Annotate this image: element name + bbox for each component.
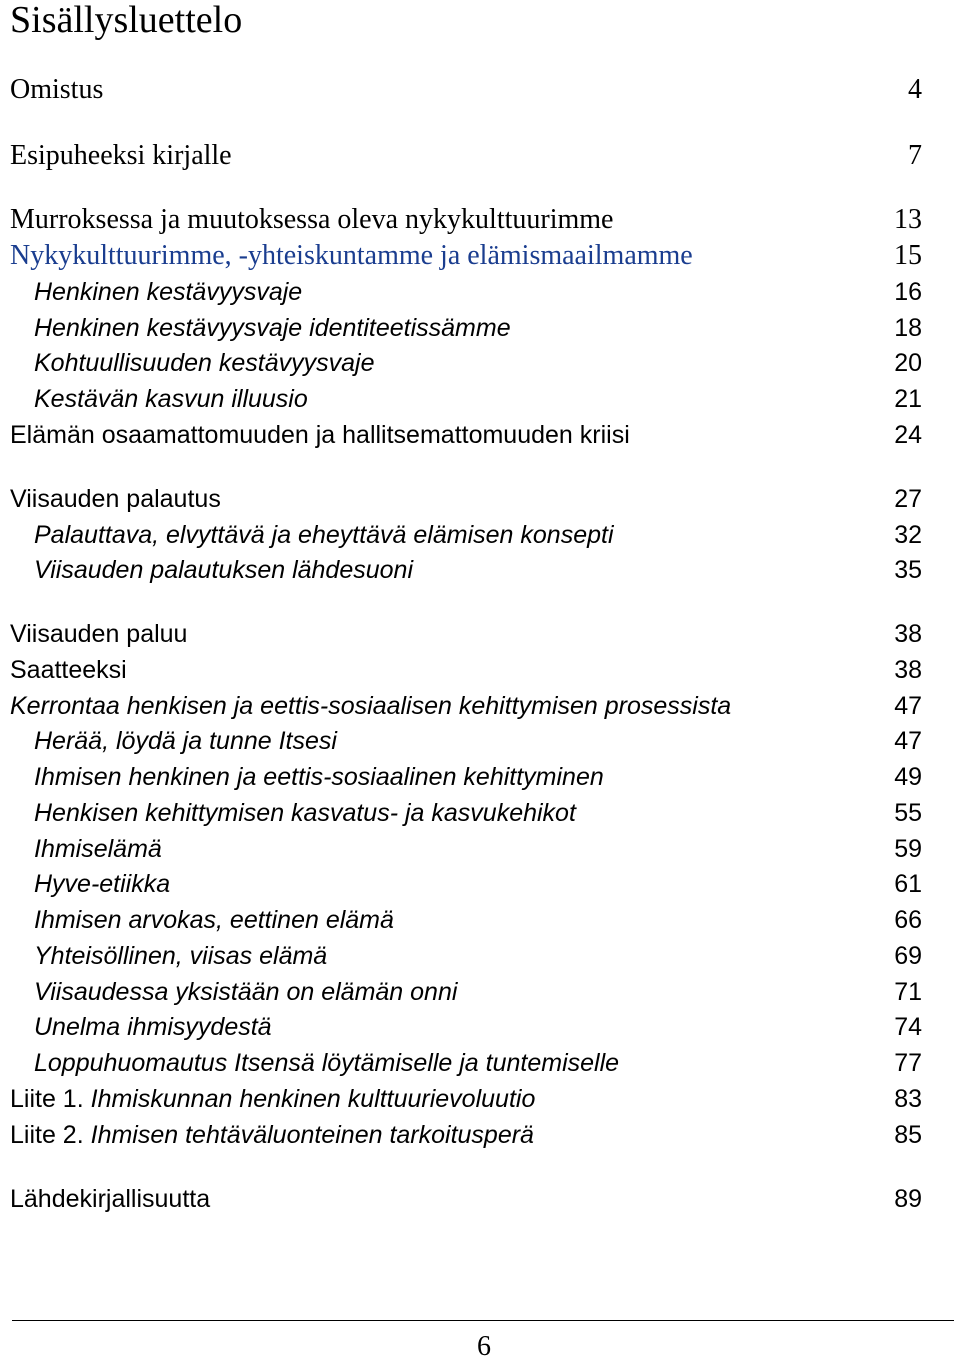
- toc-entry-label: Viisaudessa yksistään on elämän onni: [34, 978, 458, 1006]
- appendix-prefix: Liite 1.: [10, 1085, 84, 1113]
- toc-entry-page: 7: [908, 140, 922, 171]
- appendix-prefix: Liite 2.: [10, 1121, 84, 1149]
- toc-entry-label: [10, 1118, 534, 1152]
- toc-entry-page: 55: [894, 799, 922, 827]
- toc-entry-label: Viisauden palautuksen lähdesuoni: [34, 556, 414, 584]
- toc-entry-page: 16: [894, 278, 922, 306]
- toc-entry-label: Loppuhuomautus Itsensä löytämiselle ja tuntemiselle: [34, 1049, 620, 1077]
- toc-entry: [10, 239, 922, 273]
- toc-entry-page: 13: [894, 204, 922, 235]
- toc-entry-page: 47: [894, 692, 922, 720]
- toc-entry: [10, 275, 922, 309]
- toc-entry-page: 61: [894, 870, 922, 898]
- toc-entry: [10, 139, 922, 173]
- toc-entry-page: 38: [894, 656, 922, 684]
- toc-entry-page: 47: [894, 727, 922, 755]
- page-number: 6: [477, 1331, 491, 1362]
- toc-entry-label: [10, 1082, 535, 1116]
- toc-entry-page: 35: [894, 556, 922, 584]
- toc-entry-page: 15: [894, 240, 922, 271]
- footer-divider: [12, 1320, 954, 1321]
- toc-entry-label: Murroksessa ja muutoksessa oleva nykykulttuurimme: [10, 204, 614, 235]
- toc-entry: [10, 653, 922, 687]
- page-title: Sisällysluettelo: [10, 0, 243, 41]
- toc-entry-label: Elämän osaamattomuuden ja hallitsemattomuuden kriisi: [10, 421, 630, 449]
- toc-entry-label: Henkinen kestävyysvaje: [34, 278, 303, 306]
- toc-entry-label: Ihmisen arvokas, eettinen elämä: [34, 906, 394, 934]
- toc-entry-page: 4: [908, 74, 922, 105]
- toc-entry: [10, 975, 922, 1009]
- toc-entry-label: Yhteisöllinen, viisas elämä: [34, 942, 328, 970]
- toc-entry-label: Kerrontaa henkisen ja eettis-sosiaalisen kehittymisen prosessista: [10, 692, 732, 720]
- toc-entry-label: Nykykulttuurimme, -yhteiskuntamme ja elämismaailmamme: [10, 240, 693, 271]
- appendix-title: Ihmiskunnan henkinen kulttuurievoluutio: [90, 1085, 536, 1113]
- toc-entry-label: Ihmiselämä: [34, 835, 162, 863]
- toc-entry: [10, 796, 922, 830]
- toc-entry-page: 59: [894, 835, 922, 863]
- toc-entry-label: Viisauden palautus: [10, 485, 221, 513]
- toc-entry: [10, 203, 922, 237]
- toc-entry: [10, 1010, 922, 1044]
- toc-entry: [10, 724, 922, 758]
- toc-entry: [10, 1082, 922, 1116]
- toc-entry-page: 21: [894, 385, 922, 413]
- toc-entry: [10, 346, 922, 380]
- toc-entry: [10, 73, 922, 107]
- toc-entry: [10, 382, 922, 416]
- toc-entry-label: Unelma ihmisyydestä: [34, 1013, 272, 1041]
- toc-entry: [10, 867, 922, 901]
- toc-entry-label: Palauttava, elvyttävä ja eheyttävä elämisen konsepti: [34, 521, 614, 549]
- toc-entry: [10, 311, 922, 345]
- toc-entry: [10, 518, 922, 552]
- toc-entry-page: 18: [894, 314, 922, 342]
- toc-entry: [10, 903, 922, 937]
- toc-entry: [10, 939, 922, 973]
- toc-entry-page: 69: [894, 942, 922, 970]
- toc-entry-label: Hyve-etiikka: [34, 870, 171, 898]
- toc-entry-page: 89: [894, 1185, 922, 1213]
- toc-entry: [10, 1182, 922, 1216]
- toc-entry: [10, 617, 922, 651]
- toc-entry: [10, 832, 922, 866]
- toc-entry-label: Saatteeksi: [10, 656, 127, 684]
- toc-entry-page: 24: [894, 421, 922, 449]
- toc-entry-page: 49: [894, 763, 922, 791]
- toc-entry-label: Omistus: [10, 74, 104, 105]
- toc-entry-page: 83: [894, 1085, 922, 1113]
- toc-entry-page: 74: [894, 1013, 922, 1041]
- toc-entry: [10, 689, 922, 723]
- toc-entry-page: 66: [894, 906, 922, 934]
- toc-entry: [10, 1118, 922, 1152]
- toc-entry: [10, 760, 922, 794]
- appendix-title: Ihmisen tehtäväluonteinen tarkoitusperä: [90, 1121, 534, 1149]
- toc-entry-page: 85: [894, 1121, 922, 1149]
- toc-entry-label: Lähdekirjallisuutta: [10, 1185, 211, 1213]
- toc-entry-page: 27: [894, 485, 922, 513]
- toc-entry-page: 20: [894, 349, 922, 377]
- toc-entry-label: Henkisen kehittymisen kasvatus- ja kasvukehikot: [34, 799, 576, 827]
- toc-entry: [10, 482, 922, 516]
- toc-entry-label: Kohtuullisuuden kestävyysvaje: [34, 349, 375, 377]
- toc-entry: [10, 418, 922, 452]
- toc-entry-label: Kestävän kasvun illuusio: [34, 385, 308, 413]
- toc-entry-label: Viisauden paluu: [10, 620, 188, 648]
- toc-entry: [10, 1046, 922, 1080]
- toc-entry-page: 38: [894, 620, 922, 648]
- toc-entry-label: Esipuheeksi kirjalle: [10, 140, 232, 171]
- toc-entry: [10, 553, 922, 587]
- toc-entry-label: Ihmisen henkinen ja eettis-sosiaalinen kehittyminen: [34, 763, 604, 791]
- toc-entry-page: 71: [894, 978, 922, 1006]
- toc-entry-label: Henkinen kestävyysvaje identiteetissämme: [34, 314, 511, 342]
- toc-entry-label: Herää, löydä ja tunne Itsesi: [34, 727, 337, 755]
- toc-entry-page: 77: [894, 1049, 922, 1077]
- toc-entry-page: 32: [894, 521, 922, 549]
